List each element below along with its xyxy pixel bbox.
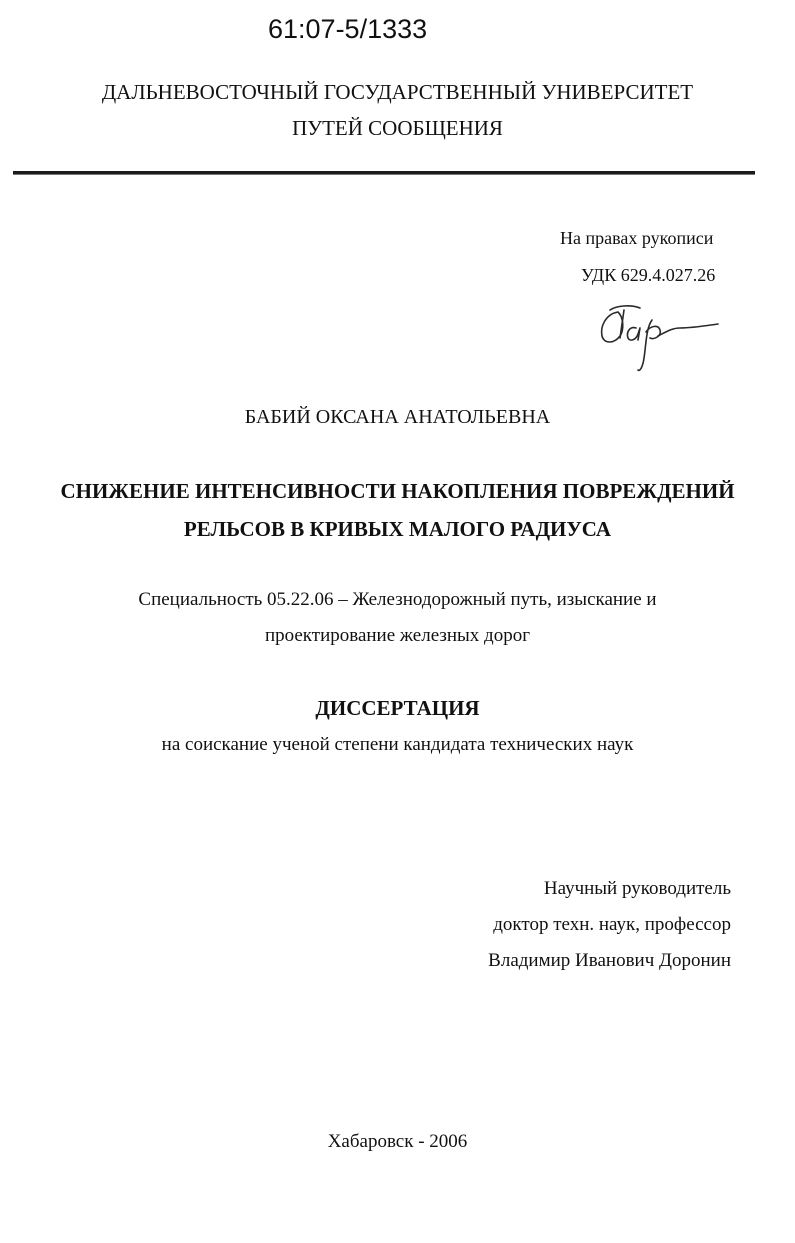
header-divider bbox=[13, 171, 755, 175]
organization-name-line1: ДАЛЬНЕВОСТОЧНЫЙ ГОСУДАРСТВЕННЫЙ УНИВЕРСИТЕТ bbox=[101, 80, 694, 104]
thesis-title-line2: РЕЛЬСОВ В КРИВЫХ МАЛОГО РАДИУСА bbox=[183, 517, 612, 541]
library-stamp-code: 61:07-5/1333 bbox=[268, 14, 428, 44]
specialty-line1: Специальность 05.22.06 – Железнодорожный путь, изыскание и bbox=[138, 589, 657, 610]
supervisor-role: Научный руководитель bbox=[543, 878, 731, 899]
degree-statement: на соискание ученой степени кандидата технических наук bbox=[161, 734, 634, 755]
organization-name-line2: ПУТЕЙ СООБЩЕНИЯ bbox=[292, 116, 503, 140]
thesis-title-line1: СНИЖЕНИЕ ИНТЕНСИВНОСТИ НАКОПЛЕНИЯ ПОВРЕЖДЕНИЙ bbox=[60, 479, 735, 503]
city-and-year: Хабаровск - 2006 bbox=[327, 1131, 468, 1152]
manuscript-rights-note: На правах рукописи bbox=[560, 228, 714, 248]
author-name: БАБИЙ ОКСАНА АНАТОЛЬЕВНА bbox=[244, 406, 551, 428]
specialty-line2: проектирование железных дорог bbox=[264, 625, 531, 646]
supervisor-name: Владимир Иванович Доронин bbox=[488, 950, 731, 971]
supervisor-rank: доктор техн. наук, профессор bbox=[493, 914, 731, 935]
handwritten-signature bbox=[596, 298, 720, 374]
document-type-heading: ДИССЕРТАЦИЯ bbox=[315, 696, 480, 720]
udk-code: УДК 629.4.027.26 bbox=[581, 265, 716, 285]
